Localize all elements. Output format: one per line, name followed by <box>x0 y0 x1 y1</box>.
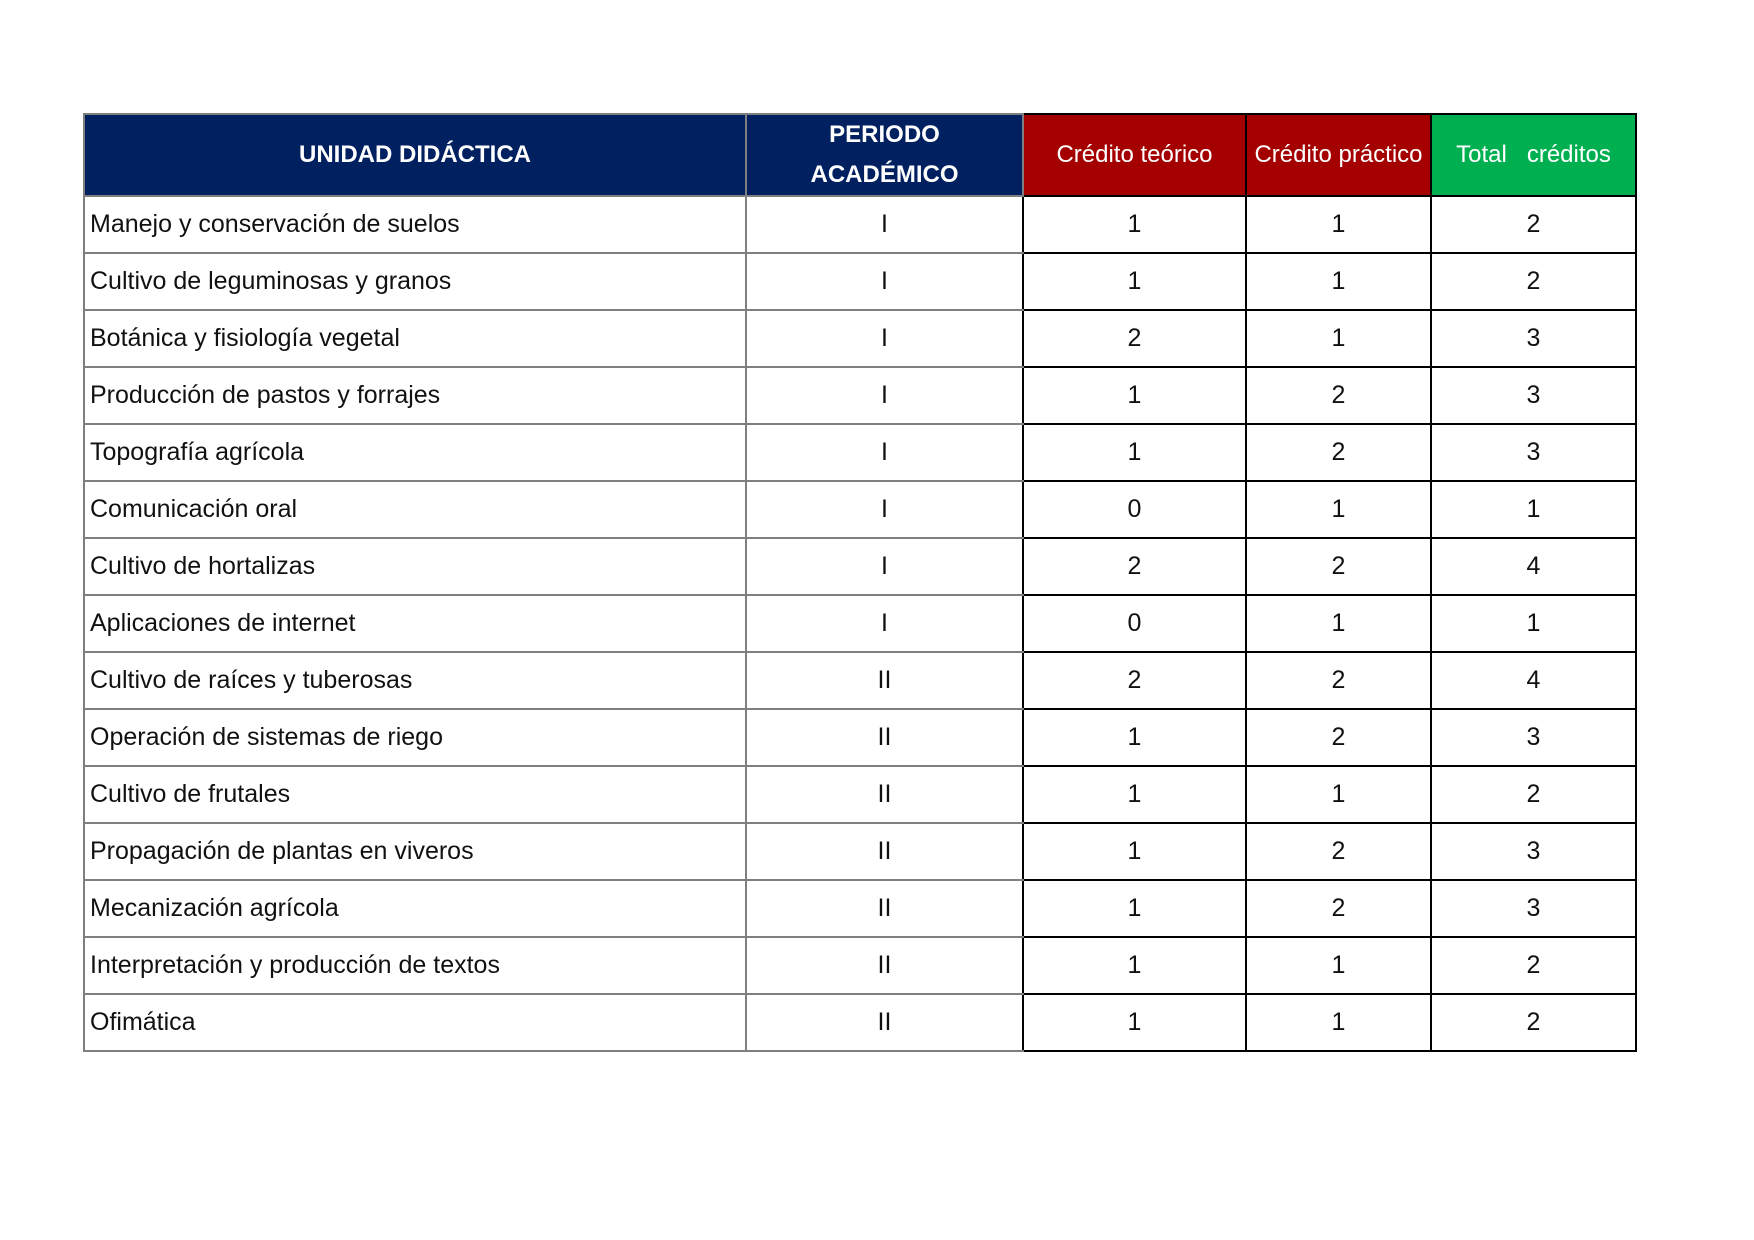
table-row <box>84 880 1636 937</box>
practice-credit-cell: 2 <box>1246 652 1431 709</box>
table-row <box>84 652 1636 709</box>
unit-cell: Cultivo de hortalizas <box>84 538 746 595</box>
practice-credit-cell: 1 <box>1246 253 1431 310</box>
period-cell: II <box>746 766 1023 823</box>
practice-credit-cell: 2 <box>1246 367 1431 424</box>
unit-cell: Manejo y conservación de suelos <box>84 196 746 253</box>
practice-credit-cell: 1 <box>1246 196 1431 253</box>
theory-credit-cell: 1 <box>1023 709 1246 766</box>
unit-cell: Aplicaciones de internet <box>84 595 746 652</box>
unit-cell: Producción de pastos y forrajes <box>84 367 746 424</box>
practice-credit-cell: 2 <box>1246 709 1431 766</box>
practice-credit-cell: 2 <box>1246 538 1431 595</box>
table-row <box>84 595 1636 652</box>
table-row <box>84 994 1636 1051</box>
unit-cell: Comunicación oral <box>84 481 746 538</box>
practice-credit-cell: 1 <box>1246 994 1431 1051</box>
practice-credit-cell: 2 <box>1246 823 1431 880</box>
period-cell: II <box>746 937 1023 994</box>
total-credit-cell: 1 <box>1431 481 1636 538</box>
theory-credit-cell: 2 <box>1023 538 1246 595</box>
theory-credit-cell: 1 <box>1023 367 1246 424</box>
total-credit-cell: 3 <box>1431 880 1636 937</box>
total-credit-cell: 2 <box>1431 253 1636 310</box>
period-cell: II <box>746 709 1023 766</box>
table-row <box>84 310 1636 367</box>
period-cell: I <box>746 481 1023 538</box>
practice-credit-cell: 2 <box>1246 880 1431 937</box>
header-credito-practico: Crédito práctico <box>1246 114 1431 196</box>
theory-credit-cell: 1 <box>1023 823 1246 880</box>
total-credit-cell: 3 <box>1431 367 1636 424</box>
table-row <box>84 538 1636 595</box>
theory-credit-cell: 2 <box>1023 652 1246 709</box>
unit-cell: Ofimática <box>84 994 746 1051</box>
unit-cell: Cultivo de frutales <box>84 766 746 823</box>
table-row <box>84 937 1636 994</box>
unit-cell: Interpretación y producción de textos <box>84 937 746 994</box>
period-cell: I <box>746 424 1023 481</box>
period-cell: I <box>746 196 1023 253</box>
period-cell: I <box>746 595 1023 652</box>
theory-credit-cell: 1 <box>1023 253 1246 310</box>
practice-credit-cell: 1 <box>1246 595 1431 652</box>
total-credit-cell: 3 <box>1431 709 1636 766</box>
theory-credit-cell: 1 <box>1023 994 1246 1051</box>
period-cell: I <box>746 310 1023 367</box>
practice-credit-cell: 1 <box>1246 766 1431 823</box>
practice-credit-cell: 1 <box>1246 310 1431 367</box>
theory-credit-cell: 1 <box>1023 937 1246 994</box>
total-credit-cell: 2 <box>1431 937 1636 994</box>
unit-cell: Operación de sistemas de riego <box>84 709 746 766</box>
total-credit-cell: 2 <box>1431 766 1636 823</box>
table-row <box>84 481 1636 538</box>
theory-credit-cell: 2 <box>1023 310 1246 367</box>
total-credit-cell: 4 <box>1431 538 1636 595</box>
period-cell: II <box>746 880 1023 937</box>
table-row <box>84 424 1636 481</box>
period-cell: II <box>746 652 1023 709</box>
table-row <box>84 253 1636 310</box>
unit-cell: Cultivo de leguminosas y granos <box>84 253 746 310</box>
table-row <box>84 766 1636 823</box>
unit-cell: Mecanización agrícola <box>84 880 746 937</box>
table-row <box>84 709 1636 766</box>
theory-credit-cell: 0 <box>1023 481 1246 538</box>
header-unidad-didactica: UNIDAD DIDÁCTICA <box>84 114 746 196</box>
unit-cell: Propagación de plantas en viveros <box>84 823 746 880</box>
total-credit-cell: 1 <box>1431 595 1636 652</box>
table-row <box>84 196 1636 253</box>
period-cell: I <box>746 367 1023 424</box>
table-row <box>84 367 1636 424</box>
table-body <box>84 196 1636 1051</box>
total-credit-cell: 3 <box>1431 424 1636 481</box>
header-total-creditos: Total créditos <box>1431 114 1636 196</box>
theory-credit-cell: 1 <box>1023 766 1246 823</box>
header-periodo-academico: PERIODO ACADÉMICO <box>746 114 1023 196</box>
total-credit-cell: 2 <box>1431 994 1636 1051</box>
header-credito-teorico: Crédito teórico <box>1023 114 1246 196</box>
header-row <box>84 114 1636 196</box>
practice-credit-cell: 2 <box>1246 424 1431 481</box>
unit-cell: Topografía agrícola <box>84 424 746 481</box>
total-credit-cell: 2 <box>1431 196 1636 253</box>
period-cell: II <box>746 994 1023 1051</box>
unit-cell: Cultivo de raíces y tuberosas <box>84 652 746 709</box>
theory-credit-cell: 1 <box>1023 424 1246 481</box>
theory-credit-cell: 1 <box>1023 880 1246 937</box>
period-cell: I <box>746 253 1023 310</box>
theory-credit-cell: 1 <box>1023 196 1246 253</box>
practice-credit-cell: 1 <box>1246 937 1431 994</box>
practice-credit-cell: 1 <box>1246 481 1431 538</box>
period-cell: II <box>746 823 1023 880</box>
credits-table <box>83 113 1637 1052</box>
total-credit-cell: 3 <box>1431 823 1636 880</box>
theory-credit-cell: 0 <box>1023 595 1246 652</box>
table-row <box>84 823 1636 880</box>
total-credit-cell: 3 <box>1431 310 1636 367</box>
period-cell: I <box>746 538 1023 595</box>
total-credit-cell: 4 <box>1431 652 1636 709</box>
unit-cell: Botánica y fisiología vegetal <box>84 310 746 367</box>
